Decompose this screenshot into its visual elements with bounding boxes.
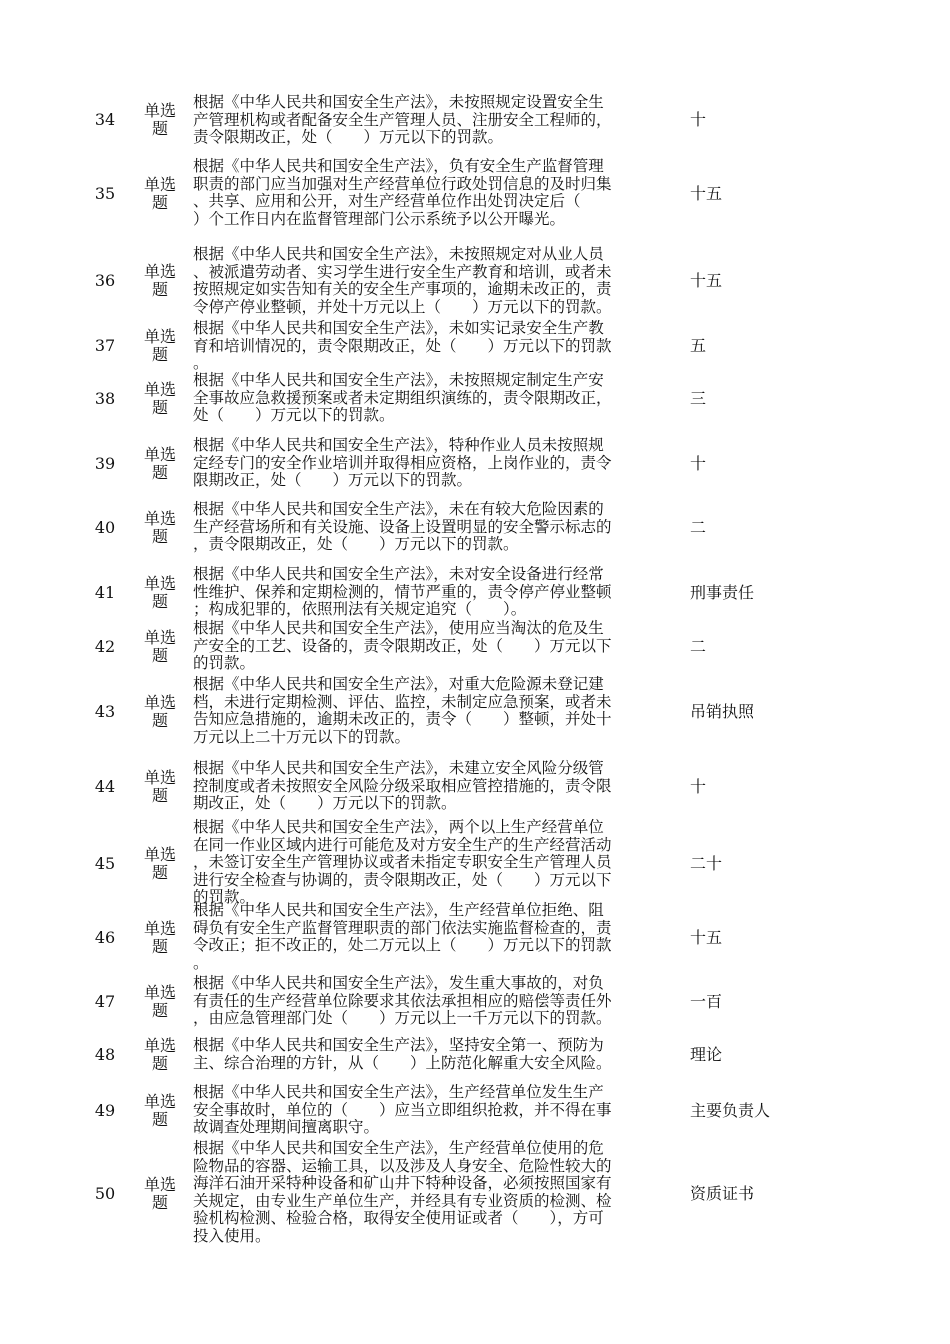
question-type: 单选 题 bbox=[143, 919, 176, 956]
question-text: 根据《中华人民共和国安全生产法》，未按照规定制定生产安 全事故应急救援预案或者未定期组织演练的，责令限期改正， 处（ ）万元以下的罚款。 bbox=[193, 371, 612, 424]
answer-text: 三 bbox=[690, 389, 707, 408]
question-type: 单选 题 bbox=[143, 175, 176, 212]
question-text: 根据《中华人民共和国安全生产法》，未如实记录安全生产教 育和培训情况的，责令限期改正，处（ ）万元以下的罚款 。 bbox=[193, 319, 612, 372]
question-type: 单选 题 bbox=[143, 327, 176, 364]
question-type: 单选 题 bbox=[143, 983, 176, 1020]
question-text: 根据《中华人民共和国安全生产法》，未在有较大危险因素的 生产经营场所和有关设施、设备上设置明显的安全警示标志的 ，责令限期改正，处（ ）万元以下的罚款。 bbox=[193, 500, 612, 553]
question-number: 45 bbox=[94, 854, 116, 873]
question-number: 41 bbox=[94, 583, 116, 602]
question-number: 47 bbox=[94, 992, 116, 1011]
question-type: 单选 题 bbox=[143, 101, 176, 138]
question-text: 根据《中华人民共和国安全生产法》，使用应当淘汰的危及生 产安全的工艺、设备的，责令限期改正，处（ ）万元以下 的罚款。 bbox=[193, 619, 612, 672]
answer-text: 吊销执照 bbox=[690, 702, 755, 721]
table-row bbox=[0, 320, 950, 372]
question-type: 单选 题 bbox=[143, 1036, 176, 1073]
answer-text: 理论 bbox=[690, 1045, 723, 1064]
answer-text: 资质证书 bbox=[690, 1184, 755, 1203]
question-text: 根据《中华人民共和国安全生产法》，负有安全生产监督管理 职责的部门应当加强对生产经营单位行政处罚信息的及时归集 、共享、应用和公开，对生产经营单位作出处罚决定后（ ）个工作日内在监督管理部门公示系统予以公开曝光。 bbox=[193, 157, 612, 228]
question-number: 44 bbox=[94, 777, 116, 796]
answer-text: 二十 bbox=[690, 854, 723, 873]
answer-text: 十 bbox=[690, 454, 707, 473]
table-row bbox=[0, 246, 950, 316]
table-row bbox=[0, 760, 950, 814]
question-text: 根据《中华人民共和国安全生产法》，未按照规定对从业人员 、被派遣劳动者、实习学生进行安全生产教育和培训，或者未 按照规定如实告知有关的安全生产事项的，逾期未改正的，责 令停产停业整顿，并处十万元以上（ ）万元以下的罚款。 bbox=[193, 245, 612, 316]
question-type: 单选 题 bbox=[143, 509, 176, 546]
question-number: 36 bbox=[94, 271, 116, 290]
question-text: 根据《中华人民共和国安全生产法》，生产经营单位发生生产 安全事故时，单位的（ ）应当立即组织抢救，并不得在事 故调查处理期间擅离职守。 bbox=[193, 1083, 612, 1136]
question-text: 根据《中华人民共和国安全生产法》，未按照规定设置安全生 产管理机构或者配备安全生产管理人员、注册安全工程师的， 责令限期改正，处（ ）万元以下的罚款。 bbox=[193, 93, 612, 146]
question-text: 根据《中华人民共和国安全生产法》，生产经营单位拒绝、阻 碍负有安全生产监督管理职责的部门依法实施监督检查的，责 令改正；拒不改正的，处二万元以上（ ）万元以下的罚款 。 bbox=[193, 901, 612, 972]
question-number: 34 bbox=[94, 110, 116, 129]
answer-text: 十 bbox=[690, 110, 707, 129]
table-row bbox=[0, 501, 950, 555]
table-row bbox=[0, 158, 950, 230]
question-number: 38 bbox=[94, 389, 116, 408]
question-number: 42 bbox=[94, 637, 116, 656]
answer-text: 二 bbox=[690, 518, 707, 537]
question-number: 50 bbox=[94, 1184, 116, 1203]
question-type: 单选 题 bbox=[143, 445, 176, 482]
question-type: 单选 题 bbox=[143, 574, 176, 611]
question-text: 根据《中华人民共和国安全生产法》，坚持安全第一、预防为 主、综合治理的方针，从（ ）上防范化解重大安全风险。 bbox=[193, 1036, 612, 1072]
table-row bbox=[0, 819, 950, 909]
table-row bbox=[0, 1140, 950, 1248]
question-number: 49 bbox=[94, 1101, 116, 1120]
answer-text: 一百 bbox=[690, 992, 723, 1011]
answer-text: 十 bbox=[690, 777, 707, 796]
answer-text: 十五 bbox=[690, 928, 723, 947]
question-number: 43 bbox=[94, 702, 116, 721]
table-row bbox=[0, 437, 950, 491]
answer-text: 二 bbox=[690, 637, 707, 656]
question-text: 根据《中华人民共和国安全生产法》，未对安全设备进行经常 性维护、保养和定期检测的，情节严重的，责令停产停业整顿 ；构成犯罪的，依照刑法有关规定追究（ ）。 bbox=[193, 565, 612, 618]
question-number: 35 bbox=[94, 184, 116, 203]
table-row bbox=[0, 620, 950, 674]
table-row bbox=[0, 975, 950, 1029]
question-number: 37 bbox=[94, 336, 116, 355]
question-type: 单选 题 bbox=[143, 1092, 176, 1129]
question-type: 单选 题 bbox=[143, 262, 176, 299]
question-number: 46 bbox=[94, 928, 116, 947]
question-type: 单选 题 bbox=[143, 1175, 176, 1212]
answer-text: 主要负责人 bbox=[690, 1101, 771, 1120]
question-type: 单选 题 bbox=[143, 845, 176, 882]
question-text: 根据《中华人民共和国安全生产法》，特种作业人员未按照规 定经专门的安全作业培训并取得相应资格，上岗作业的，责令 限期改正，处（ ）万元以下的罚款。 bbox=[193, 436, 612, 489]
question-type: 单选 题 bbox=[143, 693, 176, 730]
table-row bbox=[0, 94, 950, 146]
question-text: 根据《中华人民共和国安全生产法》，发生重大事故的，对负 有责任的生产经营单位除要求其依法承担相应的赔偿等责任外 ，由应急管理部门处（ ）万元以上一千万元以下的罚款。 bbox=[193, 974, 612, 1027]
question-text: 根据《中华人民共和国安全生产法》，两个以上生产经营单位 在同一作业区域内进行可能危及对方安全生产的生产经营活动 ，未签订安全生产管理协议或者未指定专职安全生产管理人员 进行安全检查与协调的，责令限期改正，处（ ）万元以下 的罚款。 bbox=[193, 818, 612, 906]
question-text: 根据《中华人民共和国安全生产法》，对重大危险源未登记建 档，未进行定期检测、评估、监控，未制定应急预案，或者未 告知应急措施的，逾期未改正的，责令（ ）整顿，并处十 万元以上二十万元以下的罚款。 bbox=[193, 675, 612, 746]
question-number: 48 bbox=[94, 1045, 116, 1064]
question-type: 单选 题 bbox=[143, 380, 176, 417]
question-type: 单选 题 bbox=[143, 768, 176, 805]
question-type: 单选 题 bbox=[143, 628, 176, 665]
question-text: 根据《中华人民共和国安全生产法》，生产经营单位使用的危 险物品的容器、运输工具，以及涉及人身安全、危险性较大的 海洋石油开采特种设备和矿山井下特种设备，必须按照国家有 关规定，由专业生产单位生产，并经具有专业资质的检测、检 验机构检测、检验合格，取得安全使用证或者（ ），方可 投入使用。 bbox=[193, 1139, 612, 1245]
answer-text: 五 bbox=[690, 336, 707, 355]
table-row bbox=[0, 566, 950, 620]
answer-text: 十五 bbox=[690, 184, 723, 203]
table-row bbox=[0, 676, 950, 748]
table-row bbox=[0, 1084, 950, 1138]
question-text: 根据《中华人民共和国安全生产法》，未建立安全风险分级管 控制度或者未按照安全风险分级采取相应管控措施的，责令限 期改正，处（ ）万元以下的罚款。 bbox=[193, 759, 612, 812]
question-number: 39 bbox=[94, 454, 116, 473]
table-row bbox=[0, 902, 950, 974]
question-number: 40 bbox=[94, 518, 116, 537]
answer-text: 十五 bbox=[690, 271, 723, 290]
table-row bbox=[0, 372, 950, 426]
answer-text: 刑事责任 bbox=[690, 583, 755, 602]
table-row bbox=[0, 1037, 950, 1073]
